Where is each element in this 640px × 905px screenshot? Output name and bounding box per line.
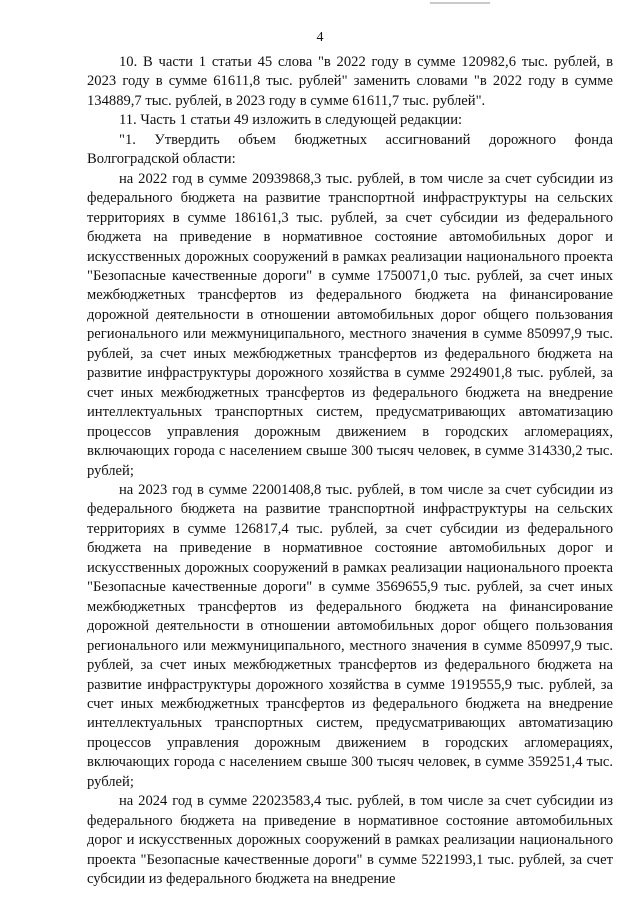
paragraph-item-11: 11. Часть 1 статьи 49 изложить в следующей редакции: — [119, 112, 463, 129]
paragraph-year-2023: на 2023 год в сумме 22001408,8 тыс. рублей, в том числе за счет субсидии из федерального бюджета на развитие транспортной инфраструктуры на сельских территориях в сумме 126817,4 тыс. рублей, за счет субсидии из федерального бюджета на приведение в нормативное состояние автомобильных дорог и искусственных дорожных сооружений в рамках реализации национального проекта "Безопасные качественные дороги" в сумме 3569655,9 тыс. рублей, за счет иных межбюджетных трансфертов из федерального бюджета на финансирование дорожной деятельности в отношении автомобильных дорог общего пользования регионального или межмуниципального, местного значения в сумме 850997,9 тыс. рублей, за счет иных межбюджетных трансфертов из федерального бюджета на развитие инфраструктуры дорожного хозяйства в сумме 1919555,9 тыс. рублей, за счет иных межбюджетных трансфертов из федерального бюджета на внедрение интеллектуальных транспортных систем, предусматривающих автоматизацию процессов управления дорожным движением в городских агломерациях, включающих города с населением свыше 300 тысяч человек, в сумме 359251,4 тыс. рублей; — [87, 481, 613, 790]
paragraph-item-10: 10. В части 1 статьи 45 слова "в 2022 году в сумме 120982,6 тыс. рублей, в 2023 году в сумме 61611,8 тыс. рублей" заменить словами "в 2022 году в сумме 134889,7 тыс. рублей, в 2023 году в сумме 61611,7 тыс. рублей". — [87, 54, 613, 109]
paragraph-year-2024: на 2024 год в сумме 22023583,4 тыс. рублей, в том числе за счет субсидии из федерального бюджета на приведение в нормативное состояние автомобильных дорог и искусственных дорожных сооружений в рамках реализации национального проекта "Безопасные качественные дороги" в сумме 5221993,1 тыс. рублей, за счет субсидии из федерального бюджета на внедрение — [87, 793, 613, 888]
paragraph-article-49-part-1: "1. Утвердить объем бюджетных ассигнований дорожного фонда Волгоградской области: — [87, 131, 613, 168]
scan-artifact — [430, 2, 490, 4]
document-body — [87, 53, 613, 889]
page-number: 4 — [316, 30, 324, 45]
paragraph-year-2022: на 2022 год в сумме 20939868,3 тыс. рублей, в том числе за счет субсидии из федерального бюджета на развитие транспортной инфраструктуры на сельских территориях в сумме 186161,3 тыс. рублей, за счет субсидии из федерального бюджета на приведение в нормативное состояние автомобильных дорог и искусственных дорожных сооружений в рамках реализации национального проекта "Безопасные качественные дороги" в сумме 1750071,0 тыс. рублей, за счет иных межбюджетных трансфертов из федерального бюджета на финансирование дорожной деятельности в отношении автомобильных дорог общего пользования регионального или межмуниципального, местного значения в сумме 850997,9 тыс. рублей, за счет иных межбюджетных трансфертов из федерального бюджета на развитие инфраструктуры дорожного хозяйства в сумме 2924901,8 тыс. рублей, за счет иных межбюджетных трансфертов из федерального бюджета на внедрение интеллектуальных транспортных систем, предусматривающих автоматизацию процессов управления дорожным движением в городских агломерациях, включающих города с населением свыше 300 тысяч человек, в сумме 314330,2 тыс. рублей; — [87, 170, 613, 479]
